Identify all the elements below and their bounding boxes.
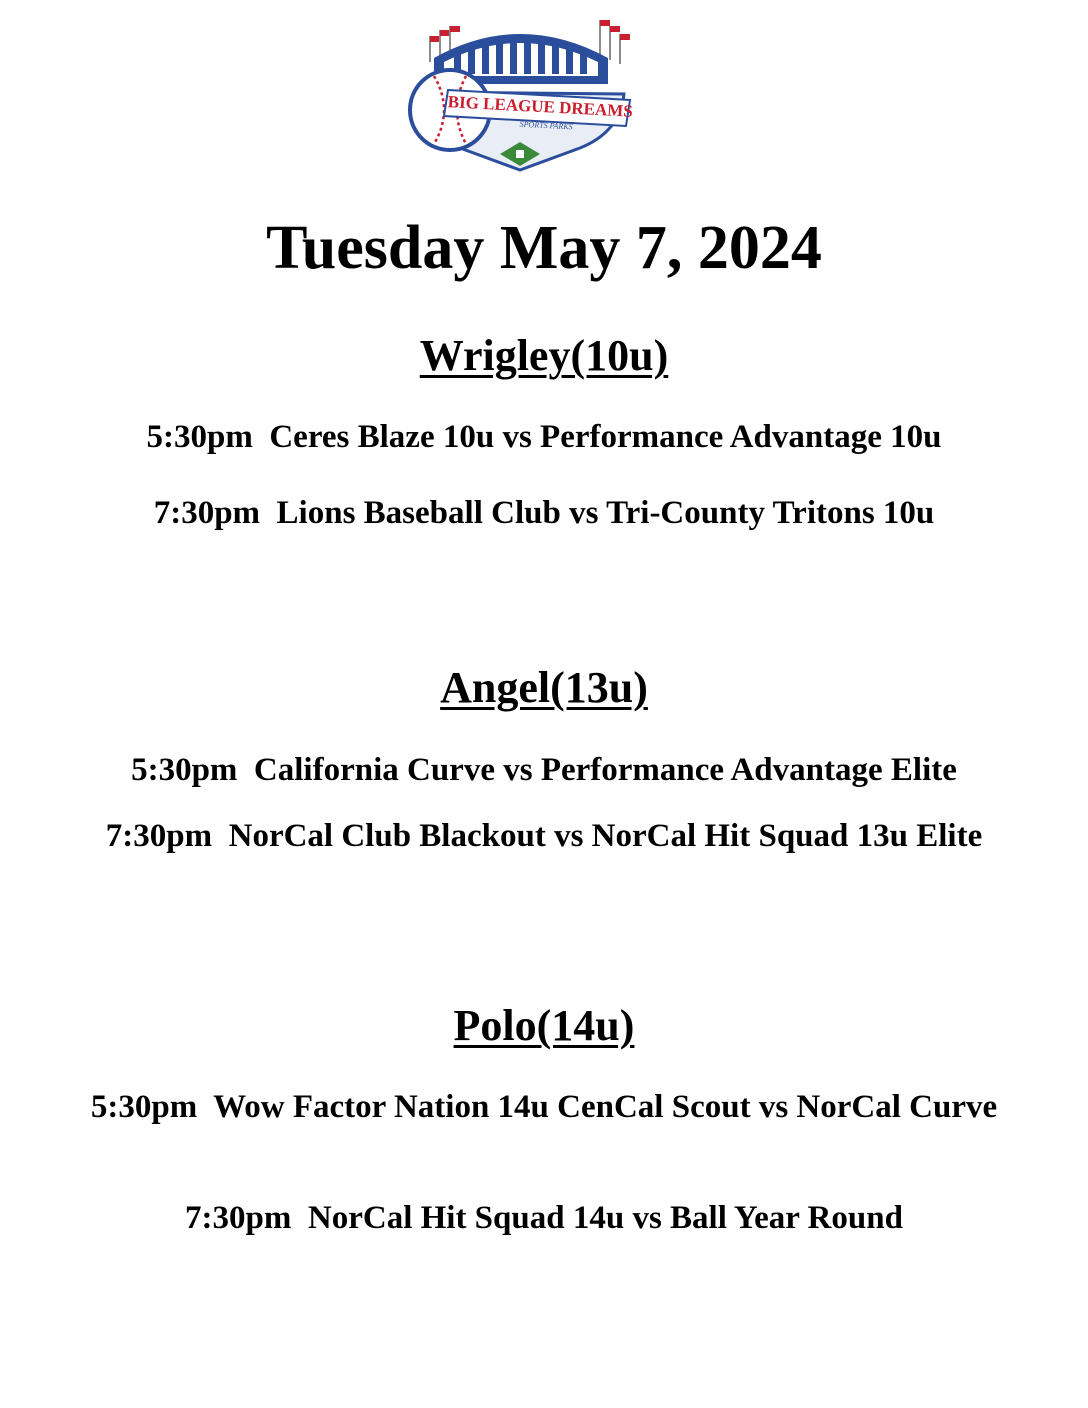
field-heading-wrigley: Wrigley(10u) bbox=[419, 331, 669, 380]
page-title: Tuesday May 7, 2024 bbox=[266, 214, 822, 282]
big-league-dreams-logo bbox=[404, 14, 636, 174]
game-line: 7:30pm NorCal Hit Squad 14u vs Ball Year Round bbox=[185, 1200, 903, 1236]
game-line: 7:30pm NorCal Club Blackout vs NorCal Hit Squad 13u Elite bbox=[105, 818, 983, 854]
logo-text-line2: SPORTS PARKS bbox=[519, 119, 573, 132]
game-line: 5:30pm California Curve vs Performance Advantage Elite bbox=[131, 752, 957, 788]
field-heading-polo: Polo(14u) bbox=[453, 1001, 635, 1050]
game-line: 5:30pm Ceres Blaze 10u vs Performance Advantage 10u bbox=[146, 419, 942, 455]
game-line: 7:30pm Lions Baseball Club vs Tri-County Tritons 10u bbox=[153, 495, 935, 531]
field-heading-angel: Angel(13u) bbox=[440, 663, 648, 712]
game-line: 5:30pm Wow Factor Nation 14u CenCal Scout vs NorCal Curve bbox=[90, 1089, 998, 1125]
logo-text-line1: BIG LEAGUE DREAMS bbox=[447, 92, 634, 121]
